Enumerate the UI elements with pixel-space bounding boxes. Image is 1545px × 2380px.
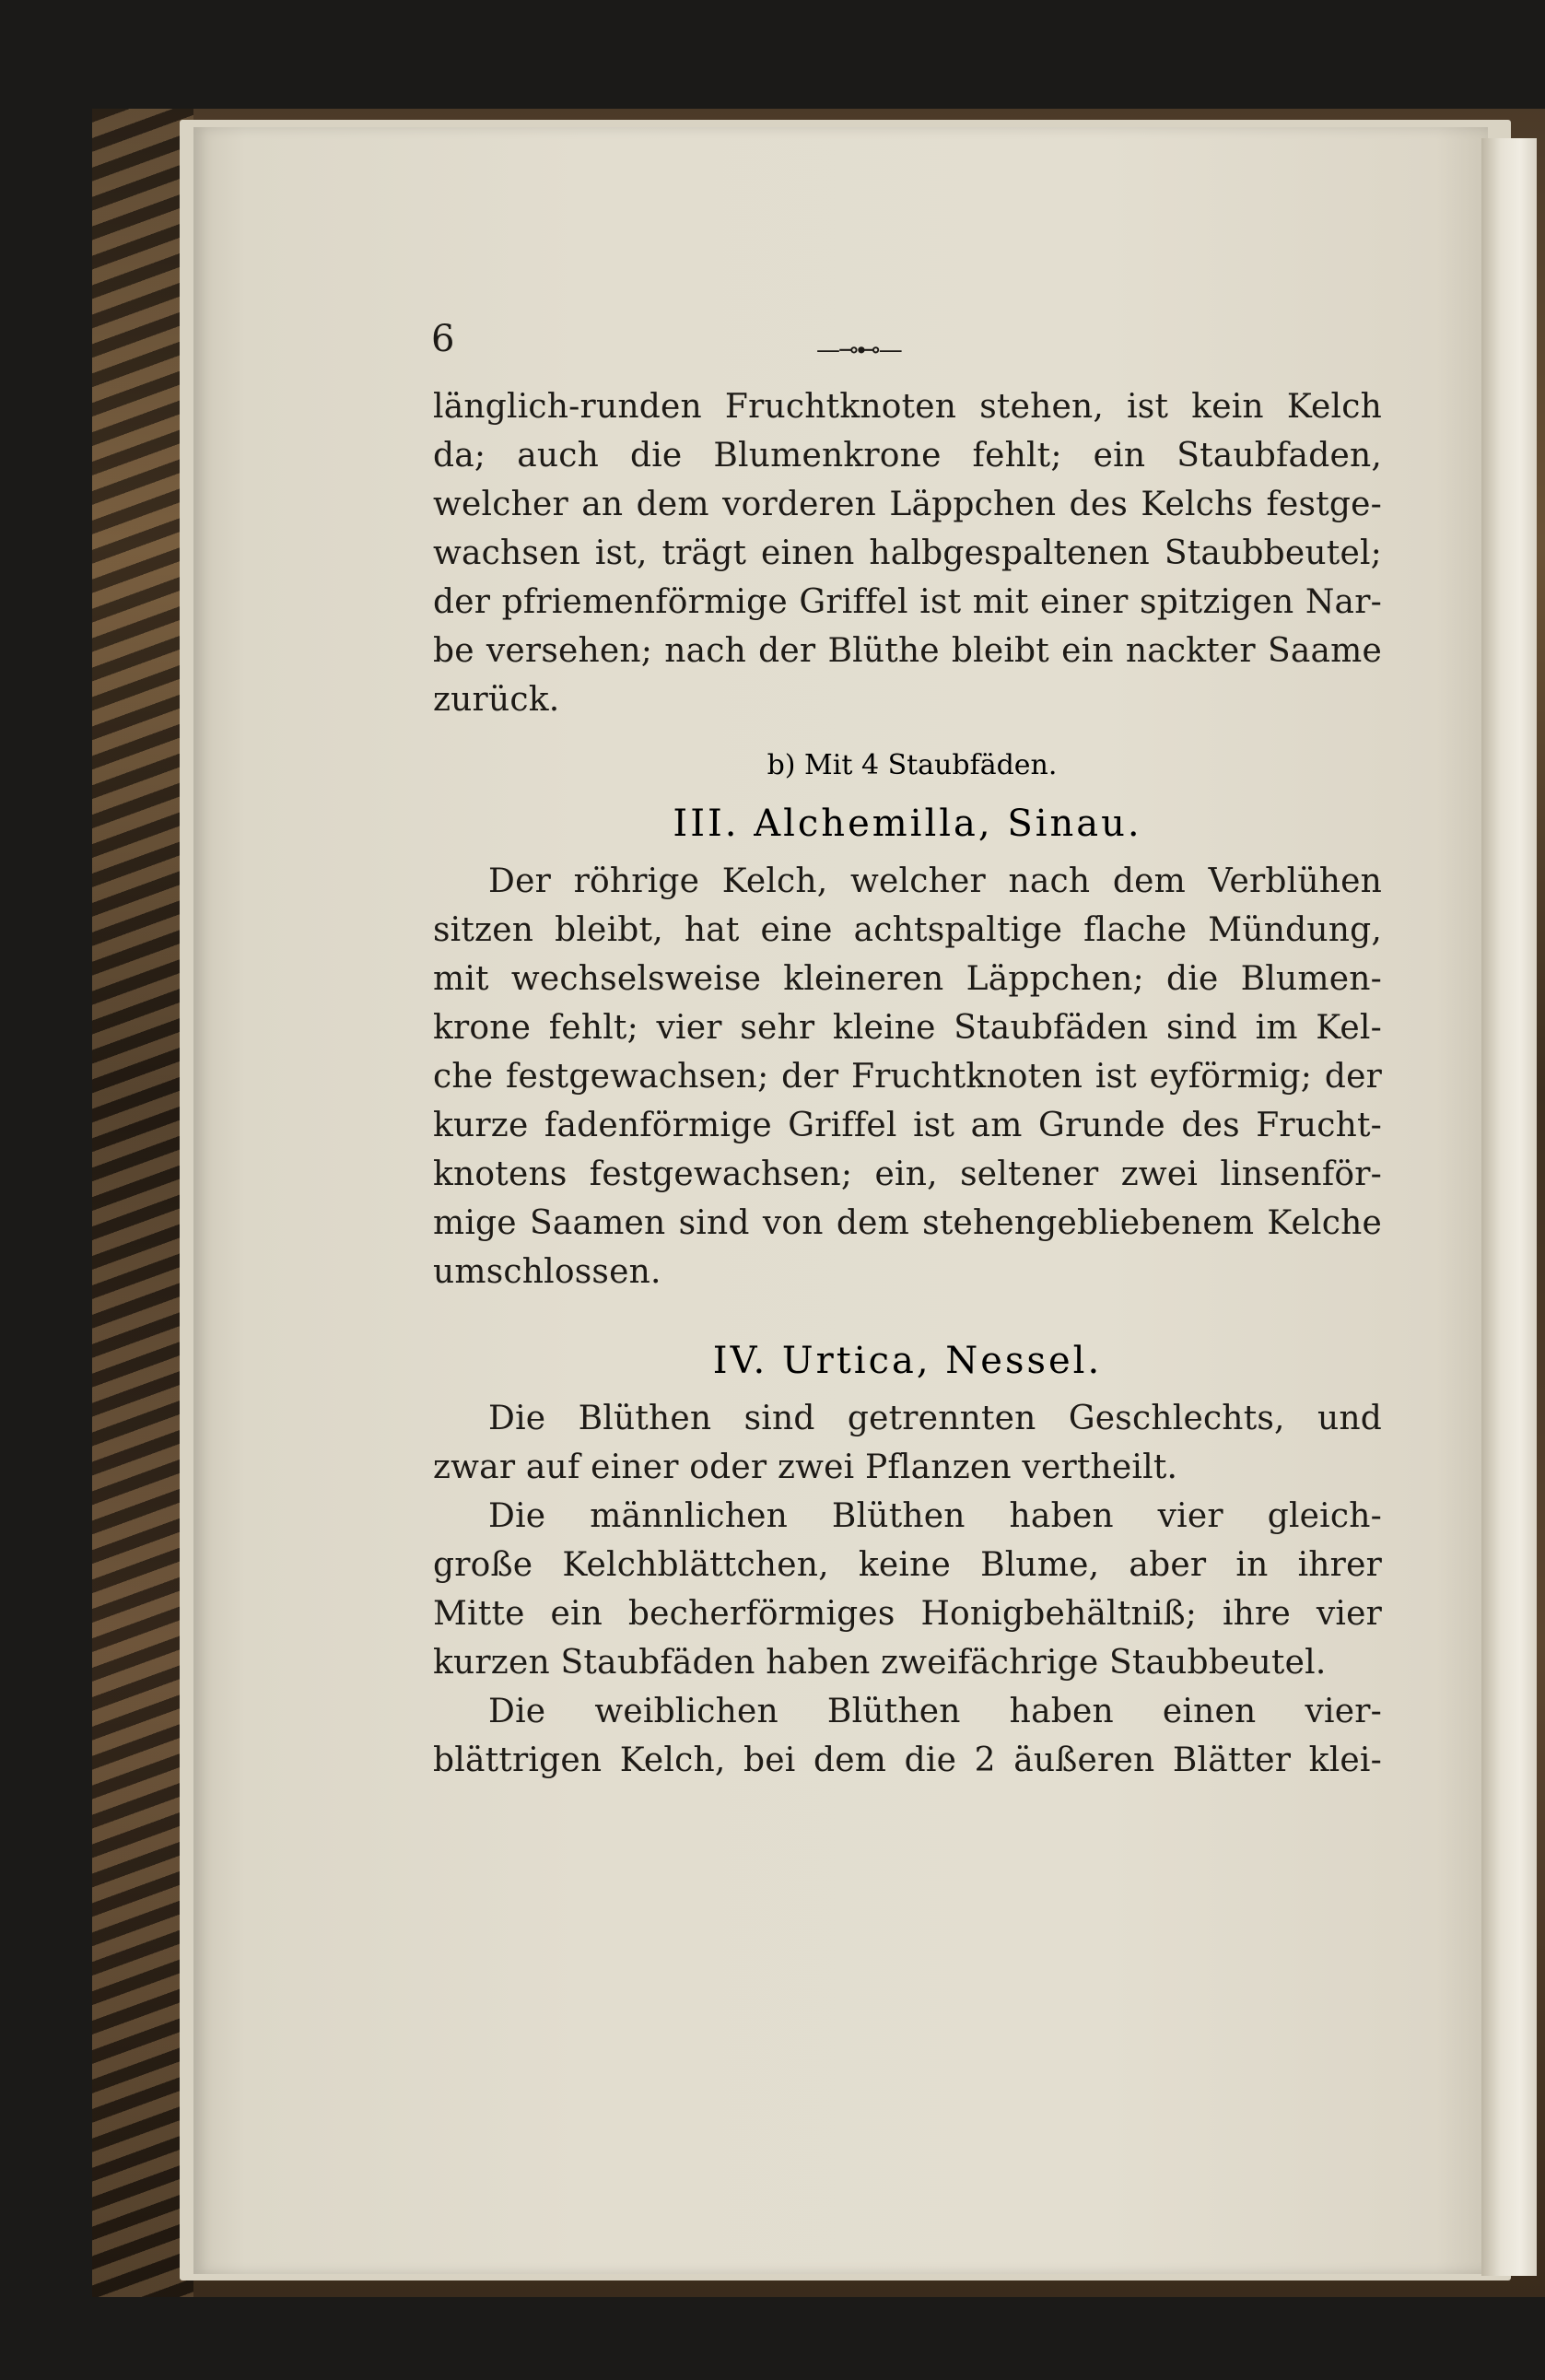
page-header bbox=[431, 318, 1380, 373]
text-line: Mitte ein becherförmiges Honigbehältniß; ihre vier bbox=[433, 1595, 1382, 1633]
text-line: blättrigen Kelch, bei dem die 2 äußeren Blätter klei- bbox=[433, 1741, 1382, 1779]
page-body bbox=[433, 382, 1382, 1785]
page-edges bbox=[1481, 138, 1537, 2276]
section-3-text bbox=[433, 857, 1382, 1296]
text-line: mige Saamen sind von dem stehengebliebenem Kelche bbox=[433, 1204, 1382, 1242]
text-line: da; auch die Blumenkrone fehlt; ein Staubfaden, bbox=[433, 437, 1382, 475]
text-line: be versehen; nach der Blüthe bleibt ein nackter Saame bbox=[433, 632, 1382, 670]
text-line: zurück. bbox=[433, 681, 560, 719]
text-line: Die männlichen Blüthen haben vier gleich- bbox=[488, 1497, 1382, 1535]
text-line: länglich-runden Fruchtknoten stehen, ist kein Kelch bbox=[433, 388, 1382, 426]
text-line: Der röhrige Kelch, welcher nach dem Verblühen bbox=[488, 862, 1382, 900]
section-4-title: IV. Urtica, Nessel. bbox=[712, 1340, 1103, 1382]
text-line: mit wechselsweise kleineren Läppchen; die Blumen- bbox=[433, 960, 1382, 998]
text-line: Die weiblichen Blüthen haben einen vier- bbox=[488, 1693, 1382, 1730]
paragraph-1 bbox=[433, 382, 1382, 724]
text-line: sitzen bleibt, hat eine achtspaltige flache Mündung, bbox=[433, 911, 1382, 949]
text-line: der pfriemenförmige Griffel ist mit einer spitzigen Nar- bbox=[433, 583, 1382, 621]
text-line: welcher an dem vorderen Läppchen des Kelchs festge- bbox=[433, 486, 1382, 523]
text-line: kurzen Staubfäden haben zweifächrige Staubbeutel. bbox=[433, 1644, 1327, 1682]
text-line: zwar auf einer oder zwei Pflanzen vertheilt. bbox=[433, 1448, 1178, 1486]
page-number: 6 bbox=[431, 318, 455, 360]
header-ornament: —⊸⊷— bbox=[816, 336, 901, 364]
text-line: krone fehlt; vier sehr kleine Staubfäden sind im Kel- bbox=[433, 1009, 1382, 1047]
text-line: wachsen ist, trägt einen halbgespaltenen Staubbeutel; bbox=[433, 534, 1382, 572]
text-line: große Kelchblättchen, keine Blume, aber in ihrer bbox=[433, 1546, 1382, 1584]
text-line: che festgewachsen; der Fruchtknoten ist eyförmig; der bbox=[433, 1058, 1382, 1096]
text-line: umschlossen. bbox=[433, 1253, 661, 1291]
subheading: b) Mit 4 Staubfäden. bbox=[767, 749, 1058, 781]
text-line: kurze fadenförmige Griffel ist am Grunde des Frucht- bbox=[433, 1107, 1382, 1144]
section-4-text bbox=[433, 1394, 1382, 1785]
text-line: knotens festgewachsen; ein, seltener zwei linsenför- bbox=[433, 1155, 1382, 1193]
text-line: Die Blüthen sind getrennten Geschlechts, und bbox=[488, 1400, 1382, 1437]
section-3-title: III. Alchemilla, Sinau. bbox=[673, 803, 1142, 845]
